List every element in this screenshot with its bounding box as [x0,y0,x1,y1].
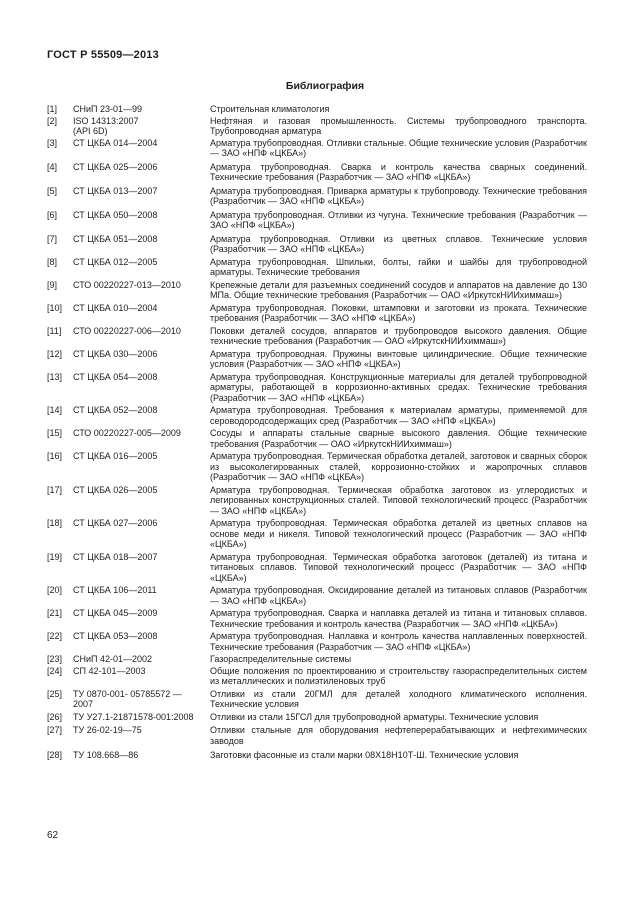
entry-number: [1] [47,104,58,114]
entry-description: Газораспределительные системы [210,654,352,664]
entry-description: Отливки из стали 20ГМЛ для деталей холодного климатического исполнения. Технические условия [210,688,587,709]
entry-number: [11] [47,325,62,336]
entry-code: ТУ У27.1-21871578-001:2008 [73,711,194,722]
entry-code: СТ ЦКБА 106—2011 [73,585,157,595]
entry-number: [28] [47,750,63,760]
bibliography-entry [47,666,587,687]
entry-code: СТ ЦКБА 052—2008 [73,405,158,415]
entry-code: ISO 14313:2007 (API 6D) [73,115,139,136]
bibliography-entry [47,280,587,301]
bibliography-entry [47,608,587,629]
entry-number: [25] [47,688,63,699]
entry-number: [2] [47,115,58,126]
entry-description: Арматура трубопроводная. Пружины винтовые цилиндрические. Общие технические условия (Разработчик — ЗАО «НПФ «ЦКБА») [210,348,587,369]
entry-description: Строительная климатология [210,104,330,114]
entry-code: СТ ЦКБА 025—2006 [73,161,158,172]
bibliography-entry [47,405,587,426]
entry-number: [9] [47,279,58,290]
entry-description: Крепежные детали для разъемных соединений сосудов и аппаратов на давление до 130 МПа. Общие технические требования (Разработчик — ОАО «ИркутскНИИхиммаш») [210,279,587,300]
entry-number: [6] [47,209,58,220]
bibliography-list [47,104,587,763]
entry-code: СТ ЦКБА 010—2004 [73,302,158,313]
bibliography-entry [47,725,587,746]
bibliography-entry [47,451,587,483]
bibliography-entry [47,372,587,404]
entry-code: СТ ЦКБА 053—2008 [73,631,158,641]
entry-code: ТУ 26-02-19—75 [73,725,142,735]
entry-number: [27] [47,725,63,735]
bibliography-entry [47,186,587,207]
bibliography-entry [47,552,587,584]
entry-code: СТО 00220227-013—2010 [73,279,181,290]
bibliography-entry [47,689,587,710]
entry-number: [21] [47,608,63,618]
entry-number: [10] [47,302,63,313]
bibliography-entry [47,162,587,183]
entry-number: [4] [47,161,58,172]
entry-number: [14] [47,405,63,415]
entry-code: СП 42-101—2003 [73,665,146,676]
bibliography-entry [47,428,587,449]
bibliography-entry [47,654,587,665]
bibliography-entry [47,518,587,550]
entry-description: Арматура трубопроводная. Отливки из цветных сплавов. Технические условия (Разработчик — ЗАО «НПФ «ЦКБА») [210,233,587,254]
bibliography-entry [47,234,587,255]
entry-code: СТ ЦКБА 013—2007 [73,185,158,196]
entry-number: [22] [47,631,63,641]
entry-code: СНиП 42-01—2002 [73,654,153,664]
bibliography-entry [47,585,587,606]
bibliography-title: Библиография [285,80,365,92]
entry-number: [8] [47,256,58,267]
bibliography-entry [47,104,587,115]
entry-number: [12] [47,348,63,359]
bibliography-entry [47,349,587,370]
entry-code: СТО 00220227-005—2009 [73,428,181,438]
entry-number: [5] [47,185,58,196]
entry-code: СТ ЦКБА 030—2006 [73,348,158,359]
entry-code: СТ ЦКБА 012—2005 [73,256,158,267]
entry-description: Нефтяная и газовая промышленность. Системы трубопроводного транспорта. Трубопроводная арматура [210,115,587,136]
entry-description: Арматура трубопроводная. Шпильки, болты, гайки и шайбы для трубопроводной арматуры. Технические требования [210,256,587,277]
entry-code: СТ ЦКБА 050—2008 [73,209,158,220]
entry-code: СТ ЦКБА 054—2008 [73,371,158,382]
bibliography-entry [47,750,587,761]
entry-number: [15] [47,428,63,438]
entry-description: Арматура трубопроводная. Отливки из чугуна. Технические требования (Разработчик — ЗАО «НПФ «ЦКБА») [210,209,587,230]
entry-code: СТ ЦКБА 051—2008 [73,233,158,244]
entry-code: ТУ 0870-001- 05785572 — 2007 [73,688,182,709]
entry-description: Арматура трубопроводная. Наплавка и контроль качества наплавленных поверхностей. Технические требования (Разработчик — ЗАО «НПФ «ЦКБА») [210,631,587,652]
entry-number: [17] [47,484,63,495]
entry-number: [16] [47,451,63,461]
bibliography-entry [47,257,587,278]
entry-description: Арматура трубопроводная. Сварка и наплавка деталей из титана и титановых сплавов. Технические требования и контроль качества (Разработчик — ЗАО «НПФ «ЦКБА») [210,608,587,629]
entry-code: СТ ЦКБА 018—2007 [73,551,158,562]
entry-code: СТО 00220227-006—2010 [73,325,181,336]
bibliography-entry [47,138,587,159]
entry-description: Поковки деталей сосудов, аппаратов и трубопроводов высокого давления. Общие технические требования (Разработчик — ОАО «ИркутскНИИхиммаш») [210,325,587,346]
entry-description: Арматура трубопроводная. Конструкционные материалы для деталей трубопроводной арматуры, работающей в коррозионно-активных средах. Технические требования (Разработчик — ЗАО «НПФ «ЦКБА») [210,371,587,403]
entry-description: Арматура трубопроводная. Термическая обработка деталей, заготовок и сварных сборок из высоколегированных сталей, коррозионно-стойких и жаропрочных сплавов (Разработчик — ЗАО «НПФ «ЦКБА») [210,451,587,482]
entry-code: ТУ 108.668—86 [73,750,139,760]
entry-code: СТ ЦКБА 014—2004 [73,137,158,148]
entry-description: Арматура трубопроводная. Поковки, штамповки и заготовки из проката. Технические требования (Разработчик — ЗАО «НПФ «ЦКБА») [210,302,587,323]
entry-code: СТ ЦКБА 027—2006 [73,518,158,528]
entry-number: [7] [47,233,58,244]
entry-code: СТ ЦКБА 026—2005 [73,484,158,495]
bibliography-entry [47,210,587,231]
entry-description: Арматура трубопроводная. Требования к материалам арматуры, применяемой для сероводородсодержащих сред (Разработчик — ЗАО «НПФ «ЦКБА») [210,405,587,426]
entry-description: Сосуды и аппараты стальные сварные высокого давления. Общие технические требования (Разработчик — ОАО «ИркутскНИИхиммаш») [210,428,587,449]
entry-number: [26] [47,711,63,722]
entry-code: СНиП 23-01—99 [73,104,143,114]
entry-number: [13] [47,371,63,382]
entry-description: Арматура трубопроводная. Термическая обработка деталей из цветных сплавов на основе меди и никеля. Типовой технологический процесс (Разработчик — ЗАО «НПФ «ЦКБА») [210,518,587,549]
entry-description: Арматура трубопроводная. Термическая обработка заготовок (деталей) из титана и титановых сплавов. Типовой технологический процесс (Разработчик — ЗАО «НПФ «ЦКБА») [210,551,587,583]
bibliography-entry [47,116,587,137]
entry-code: СТ ЦКБА 045—2009 [73,608,158,618]
entry-description: Арматура трубопроводная. Термическая обработка заготовок из углеродистых и легированных конструкционных сталей. Типовой технологический процесс (Разработчик — ЗАО «НПФ «ЦКБА») [210,484,587,516]
entry-description: Арматура трубопроводная. Приварка арматуры к трубопроводу. Технические требования (Разработчик — ЗАО «НПФ «ЦКБА») [210,185,587,206]
page-number: 62 [47,830,59,841]
bibliography-entry [47,303,587,324]
entry-description: Отливки из стали 15ГСЛ для трубопроводной арматуры. Технические условия [210,711,539,722]
entry-description: Заготовки фасонные из стали марки 08Х18Н10Т-Ш. Технические условия [210,750,519,760]
entry-description: Отливки стальные для оборудования нефтеперерабатывающих и нефтехимических заводов [210,725,587,746]
bibliography-entry [47,485,587,517]
entry-code: СТ ЦКБА 016—2005 [73,451,158,461]
entry-number: [23] [47,654,63,664]
entry-number: [20] [47,585,63,595]
entry-description: Арматура трубопроводная. Сварка и контроль качества сварных соединений. Технические требования (Разработчик — ЗАО «НПФ «ЦКБА») [210,161,587,182]
entry-description: Арматура трубопроводная. Оксидирование деталей из титановых сплавов (Разработчик — ЗАО «НПФ «ЦКБА») [210,585,587,606]
bibliography-entry [47,326,587,347]
entry-number: [24] [47,665,63,676]
bibliography-entry [47,712,587,723]
entry-description: Арматура трубопроводная. Отливки стальные. Общие технические условия (Разработчик — ЗАО «НПФ «ЦКБА») [210,137,587,158]
entry-description: Общие положения по проектированию и строительству газораспределительных систем из металлических и полиэтиленовых труб [210,665,587,686]
bibliography-entry [47,631,587,652]
document-header: ГОСТ Р 55509—2013 [47,49,159,61]
entry-number: [19] [47,551,63,562]
entry-number: [18] [47,518,63,528]
entry-number: [3] [47,137,58,148]
